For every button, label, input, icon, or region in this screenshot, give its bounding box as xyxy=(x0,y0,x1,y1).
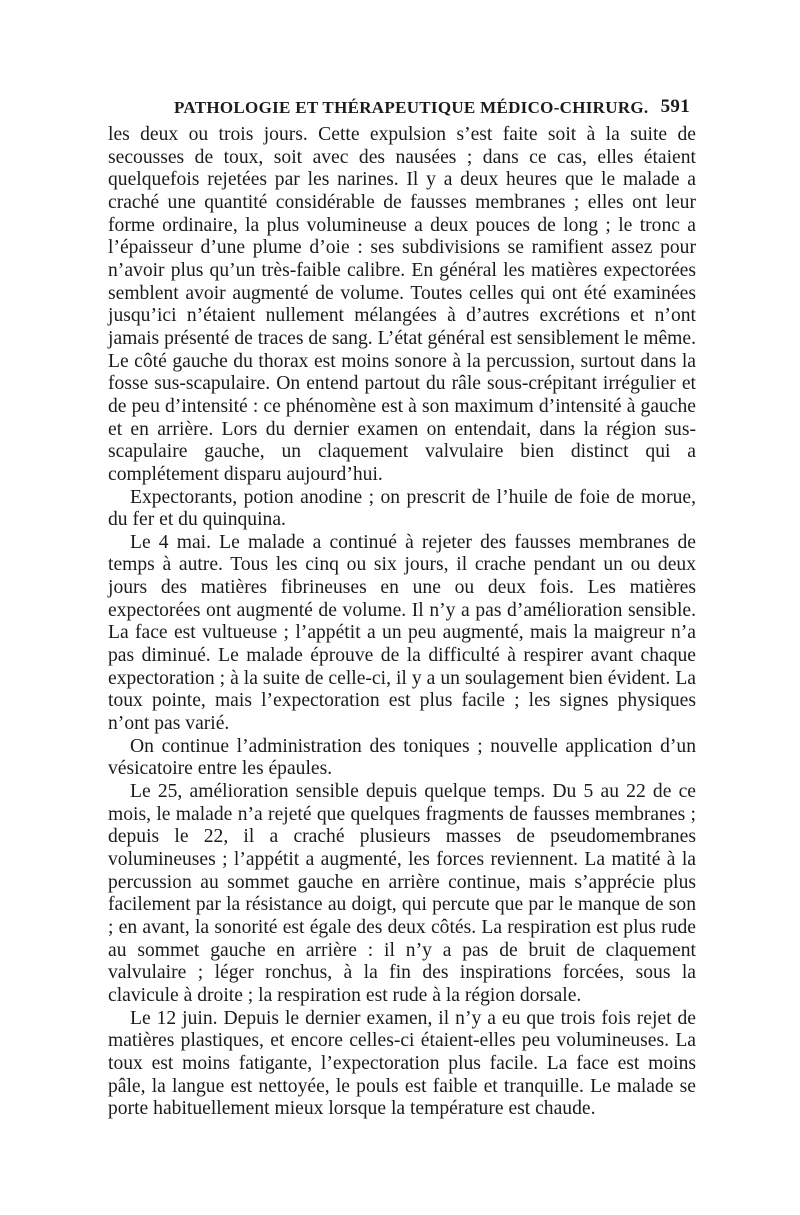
body-text xyxy=(108,124,696,1121)
running-title: PATHOLOGIE ET THÉRAPEUTIQUE MÉDICO-CHIRURG. xyxy=(174,98,649,117)
book-page xyxy=(108,92,696,1121)
paragraph-may-25: Le 25, amélioration sensible depuis quelque temps. Du 5 au 22 de ce mois, le malade n’a rejeté que quelques fragments de fausses membranes ; depuis le 22, il a craché plusieurs masses de pseudomembranes volumineuses ; l’appétit a augmenté, les forces reviennent. La matité à la percussion au sommet gauche en arrière continue, mais s’apprécie plus facilement par la résistance au doigt, qui percute que par le manque de son ; en avant, la sonorité est égale des deux côtés. La respiration est plus rude au sommet gauche en arrière : il n’y a pas de bruit de claquement valvulaire ; léger ronchus, à la fin des inspirations forcées, sous la clavicule à droite ; la respiration est rude à la région dorsale. xyxy=(108,781,696,1006)
paragraph-treatment-2: On continue l’administration des toniques ; nouvelle application d’un vésicatoire entre les épaules. xyxy=(108,735,696,780)
paragraph-treatment-1: Expectorants, potion anodine ; on prescrit de l’huile de foie de morue, du fer et du quinquina. xyxy=(108,486,696,531)
paragraph-june-12: Le 12 juin. Depuis le dernier examen, il n’y a eu que trois fois rejet de matières plastiques, et encore celles-ci étaient-elles peu volumineuses. La toux est moins fatigante, l’expectoration plus facile. La face est moins pâle, la langue est nettoyée, le pouls est faible et tranquille. Le malade se porte habituellement mieux lorsque la température est chaude. xyxy=(108,1007,696,1120)
running-header xyxy=(108,92,696,122)
page-number: 591 xyxy=(660,96,690,117)
paragraph-continuation: les deux ou trois jours. Cette expulsion s’est faite soit à la suite de secousses de toux, soit avec des nausées ; dans ce cas, elles étaient quelquefois rejetées par les narines. Il y a deux heures que le malade a craché une quantité considérable de fausses membranes ; elles ont leur forme ordinaire, la plus volumineuse a deux pouces de long ; le tronc a l’épaisseur d’une plume d’oie : ses subdivisions se ramifient assez pour n’avoir plus qu’un très-faible calibre. En général les matières expectorées semblent avoir augmenté de volume. Toutes celles qui ont été examinées jusqu’ici n’étaient nullement mélangées à d’autres excrétions et n’ont jamais présenté de traces de sang. L’état général est sensiblement le même. Le côté gauche du thorax est moins sonore à la percussion, surtout dans la fosse sus-scapulaire. On entend partout du râle sous-crépitant irrégulier et de peu d’intensité : ce phénomène est à son maximum d’intensité à gauche et en arrière. Lors du dernier examen on entendait, dans la région sus-scapulaire gauche, un claquement valvulaire bien distinct qui a complétement disparu aujourd’hui. xyxy=(108,124,696,485)
paragraph-may-4: Le 4 mai. Le malade a continué à rejeter des fausses membranes de temps à autre. Tous les cinq ou six jours, il crache pendant un ou deux jours des matières fibrineuses en une ou deux fois. Les matières expectorées ont augmenté de volume. Il n’y a pas d’amélioration sensible. La face est vultueuse ; l’appétit a un peu augmenté, mais la maigreur n’a pas diminué. Le malade éprouve de la difficulté à respirer avant chaque expectoration ; à la suite de celle-ci, il y a un soulagement bien évident. La toux pointe, mais l’expectoration est plus facile ; les signes physiques n’ont pas varié. xyxy=(108,531,696,735)
